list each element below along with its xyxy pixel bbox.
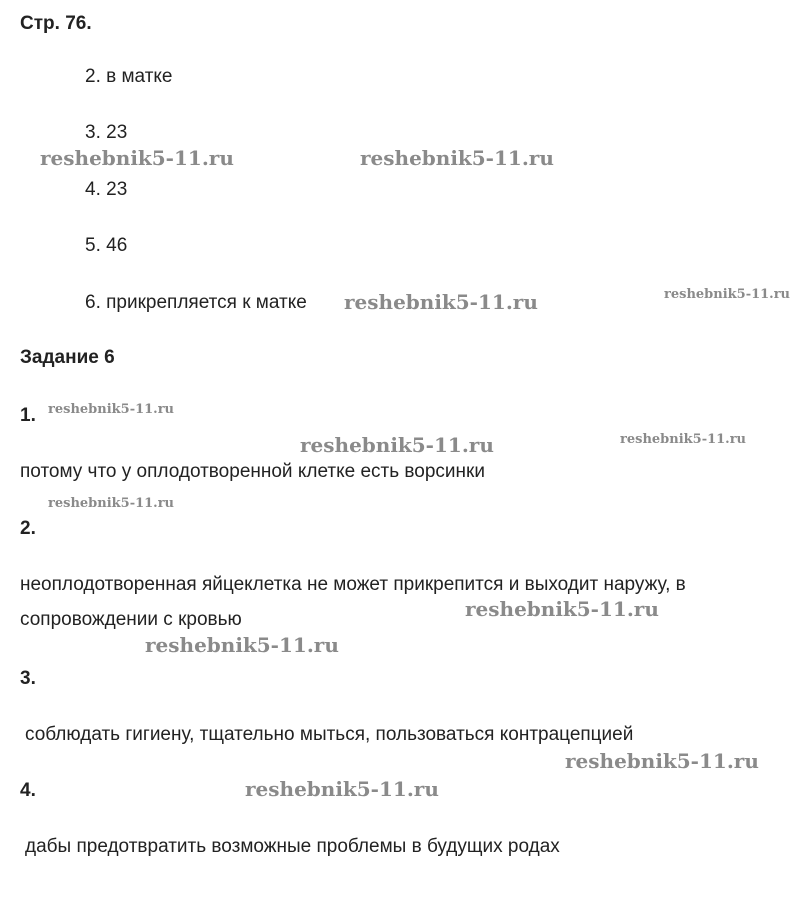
- answer-3: 3. 23: [85, 122, 128, 143]
- answer-2: 2. в матке: [85, 66, 173, 87]
- watermark: reshebnik5-11.ru: [465, 597, 659, 621]
- item-2-number: 2.: [20, 518, 36, 539]
- answer-5: 5. 46: [85, 235, 128, 256]
- watermark: reshebnik5-11.ru: [145, 633, 339, 657]
- watermark: reshebnik5-11.ru: [300, 433, 494, 457]
- page-number: Стр. 76.: [20, 13, 92, 34]
- watermark: reshebnik5-11.ru: [565, 749, 759, 773]
- item-4-number: 4.: [20, 780, 36, 801]
- item-1-text: потому что у оплодотворенной клетке есть ворсинки: [20, 461, 485, 482]
- item-3-number: 3.: [20, 668, 36, 689]
- watermark: reshebnik5-11.ru: [48, 496, 175, 511]
- watermark: reshebnik5-11.ru: [664, 287, 791, 302]
- watermark: reshebnik5-11.ru: [344, 290, 538, 314]
- item-2-text-line2: сопровождении с кровью: [20, 609, 242, 630]
- watermark: reshebnik5-11.ru: [360, 146, 554, 170]
- watermark: reshebnik5-11.ru: [40, 146, 234, 170]
- item-3-text: соблюдать гигиену, тщательно мыться, пользоваться контрацепцией: [25, 724, 634, 745]
- task-title: Задание 6: [20, 347, 115, 368]
- watermark: reshebnik5-11.ru: [48, 402, 175, 417]
- watermark: reshebnik5-11.ru: [620, 432, 747, 447]
- watermark: reshebnik5-11.ru: [245, 777, 439, 801]
- item-4-text: дабы предотвратить возможные проблемы в будущих родах: [25, 836, 560, 857]
- answer-4: 4. 23: [85, 179, 128, 200]
- answer-6: 6. прикрепляется к матке: [85, 292, 307, 313]
- item-1-number: 1.: [20, 405, 36, 426]
- item-2-text-line1: неоплодотворенная яйцеклетка не может прикрепится и выходит наружу, в: [20, 574, 686, 595]
